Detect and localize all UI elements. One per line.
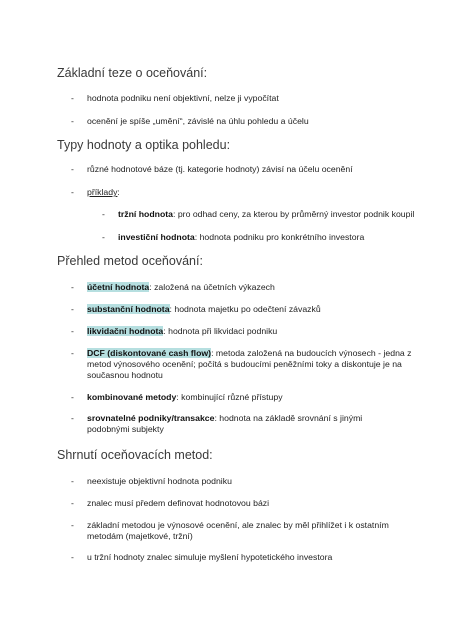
list-item-text: různé hodnotové báze (tj. kategorie hodnoty) závisí na účelu ocenění [87,164,353,174]
bullet-dash: - [71,552,74,562]
bullet-dash: - [71,392,74,402]
list-item-text [87,282,275,293]
bullet-dash: - [71,476,74,486]
list-item-text [87,304,321,315]
term-description: : metoda založená na budoucích výnosech - jedna z metod výnosového ocenění; počítá s budoucími peněžními toky a diskontuje je na současnou hodnotu [87,348,412,381]
term-substance-value: substanční hodnota [87,304,170,314]
examples-colon: : [117,187,120,197]
term-market-value: tržní hodnota [118,209,174,219]
term-description: : hodnota na základě srovnání s jinými podobnými subjekty [87,413,363,435]
list-item-text [87,348,419,382]
bullet-dash: - [71,413,74,423]
list-item-text: znalec musí předem definovat hodnotovou bázi [87,498,270,508]
term-accounting-value: účetní hodnota [87,282,150,292]
term-liquidation-value: likvidační hodnota [87,326,164,336]
term-description: : kombinující různé přístupy [176,392,283,402]
list-item-text [87,413,387,435]
term-description: : pro odhad ceny, za kterou by průměrný investor podnik koupil [173,209,415,219]
term-dcf: DCF (diskontované cash flow) [87,348,212,358]
list-item-text [87,326,277,337]
list-item-text [118,209,414,220]
bullet-dash: - [71,282,74,292]
bullet-dash: - [71,164,74,174]
list-item-text: hodnota podniku není objektivní, nelze ji vypočítat [87,93,279,103]
bullet-dash: - [102,209,105,219]
term-comparable-companies: srovnatelné podniky/transakce [87,413,215,423]
term-description: : hodnota majetku po odečtení závazků [169,304,321,314]
heading-methods-overview: Přehled metod oceňování: [57,254,203,268]
list-item-text [87,392,283,403]
examples-label: příklady [87,187,118,197]
bullet-dash: - [71,187,74,197]
heading-value-types: Typy hodnoty a optika pohledu: [57,138,231,152]
bullet-dash: - [71,304,74,314]
bullet-dash: - [71,520,74,530]
term-description: : hodnota podniku pro konkrétního investora [194,232,365,242]
bullet-dash: - [71,93,74,103]
term-investment-value: investiční hodnota [118,232,195,242]
list-item-text: u tržní hodnoty znalec simuluje myšlení hypotetického investora [87,552,333,562]
term-combined-methods: kombinované metody [87,392,177,402]
list-item-text: neexistuje objektivní hodnota podniku [87,476,232,486]
list-item-text: ocenění je spíše „umění“, závislé na úhlu pohledu a účelu [87,116,309,126]
bullet-dash: - [71,498,74,508]
heading-summary: Shrnutí oceňovacích metod: [57,448,213,462]
list-item-text [118,232,364,243]
term-description: : založená na účetních výkazech [149,282,275,292]
bullet-dash: - [102,232,105,242]
heading-basic-theses: Základní teze o oceňování: [57,66,208,80]
bullet-dash: - [71,326,74,336]
term-description: : hodnota při likvidaci podniku [163,326,278,336]
list-item-text: základní metodou je výnosové ocenění, ale znalec by měl přihlížet i k ostatním metodám (majetkové, tržní) [87,520,389,542]
list-item-text [87,187,120,198]
bullet-dash: - [71,348,74,358]
bullet-dash: - [71,116,74,126]
